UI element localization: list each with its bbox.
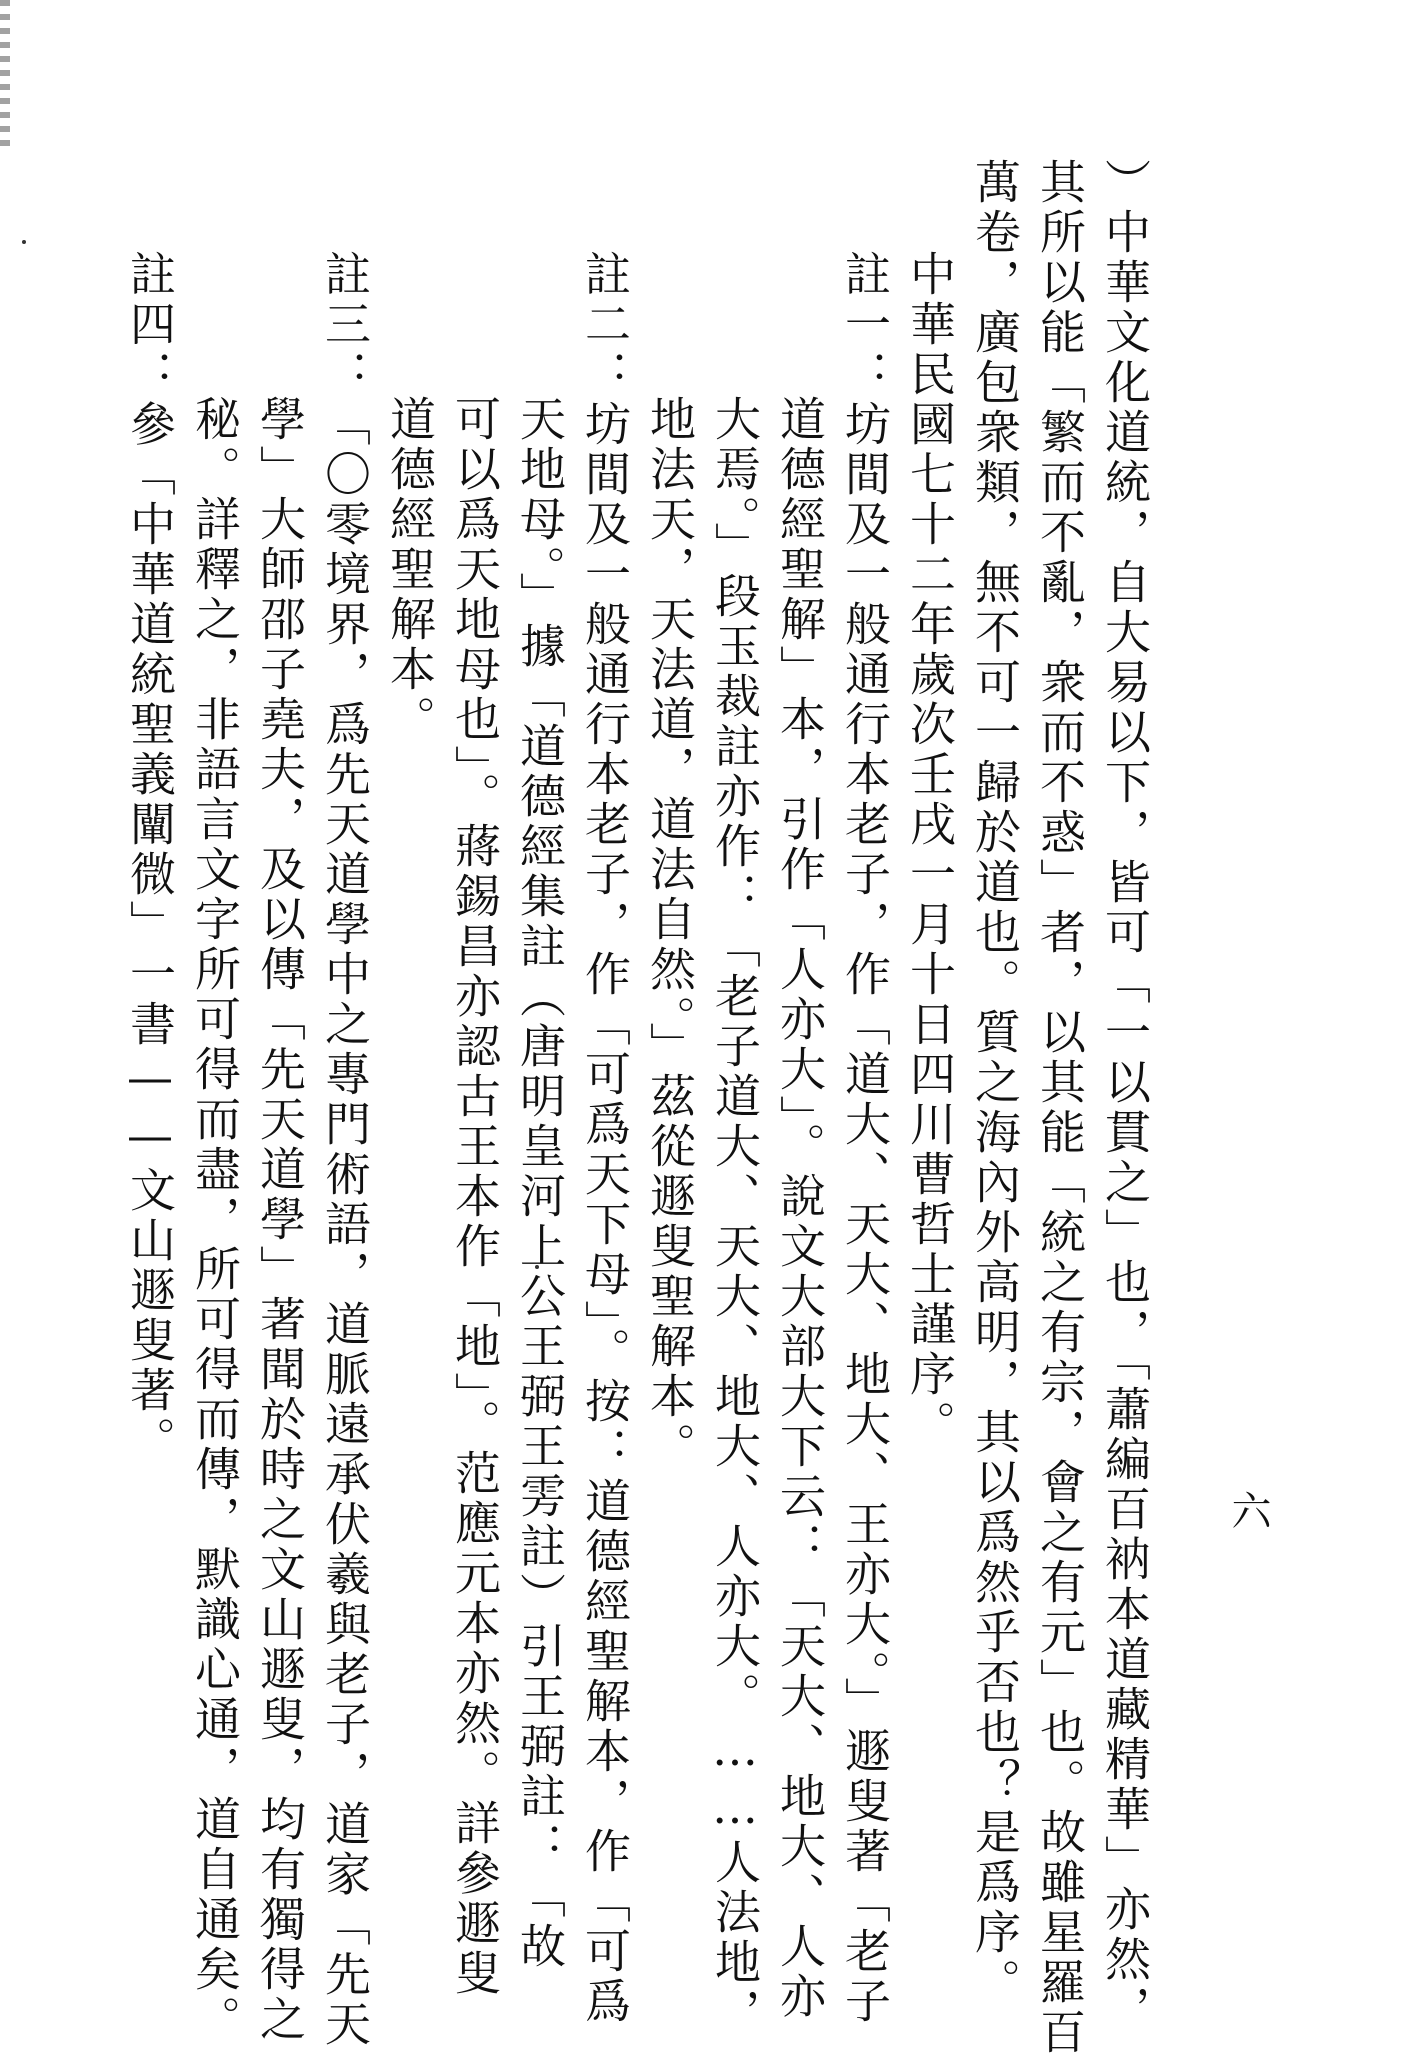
note-3-column-2: 學」大師邵子堯夫，及以傳「先天道學」著聞於時之文山遯叟，均有獨得之: [253, 395, 307, 2045]
scan-speck: [22, 240, 26, 244]
text-column-4: 中華民國七十二年歲次壬戌一月十日四川曹哲士謹序。: [903, 250, 957, 1450]
note-2-column-3: 可以爲天地母也」。蔣錫昌亦認古王本作「地」。范應元本亦然。詳參遯叟: [448, 395, 502, 1999]
note-2-column-2: 天地母。」據「道德經集註（唐明皇河上公王弼王雱註）引王弼註：「故: [513, 395, 567, 1972]
text-column-2: 其所以能「繁而不亂，衆而不惑」者，以其能「統之有宗，會之有元」也。故雖星羅百: [1033, 158, 1087, 2058]
text-column-1: ）中華文化道統，自大易以下，皆可「一以貫之」也，「蕭編百衲本道藏精華」亦然，: [1098, 158, 1152, 2035]
note-2-column-1: 註二：坊間及一般通行本老子，作「可爲天下母」。按：道德經聖解本，作「可爲: [578, 250, 632, 2027]
scan-edge-mark: [0, 0, 10, 150]
note-1-column-4: 地法天，天法道，道法自然。」茲從遯叟聖解本。: [643, 395, 697, 1472]
note-1-column-1: 註一：坊間及一般通行本老子，作「道大、天大、地大、王亦大。」遯叟著「老子: [838, 250, 892, 2027]
note-4-column-1: 註四：參「中華道統聖義闡微」一書——文山遯叟著。: [123, 250, 177, 1466]
note-2-column-4: 道德經聖解本。: [383, 395, 437, 745]
page-number: 六: [1225, 1490, 1271, 1530]
note-3-column-3: 秘。詳釋之，非語言文字所可得而盡，所可得而傳，默識心通，道自通矣。: [188, 395, 242, 2045]
note-1-column-2: 道德經聖解」本，引作「人亦大」。說文大部大下云：「天大、地大、人亦: [773, 395, 827, 2022]
note-1-column-3: 大焉。」段玉裁註亦作：「老子道大、天大、地大、人亦大。……人法地，: [708, 395, 762, 2038]
text-column-3: 萬卷，廣包衆類，無不可一歸於道也。質之海內外高明，其以爲然乎否也？是爲序。: [968, 158, 1022, 2008]
note-3-column-1: 註三：「〇零境界，爲先天道學中之專門術語，道脈遠承伏羲與老子，道家「先天: [318, 250, 372, 2050]
